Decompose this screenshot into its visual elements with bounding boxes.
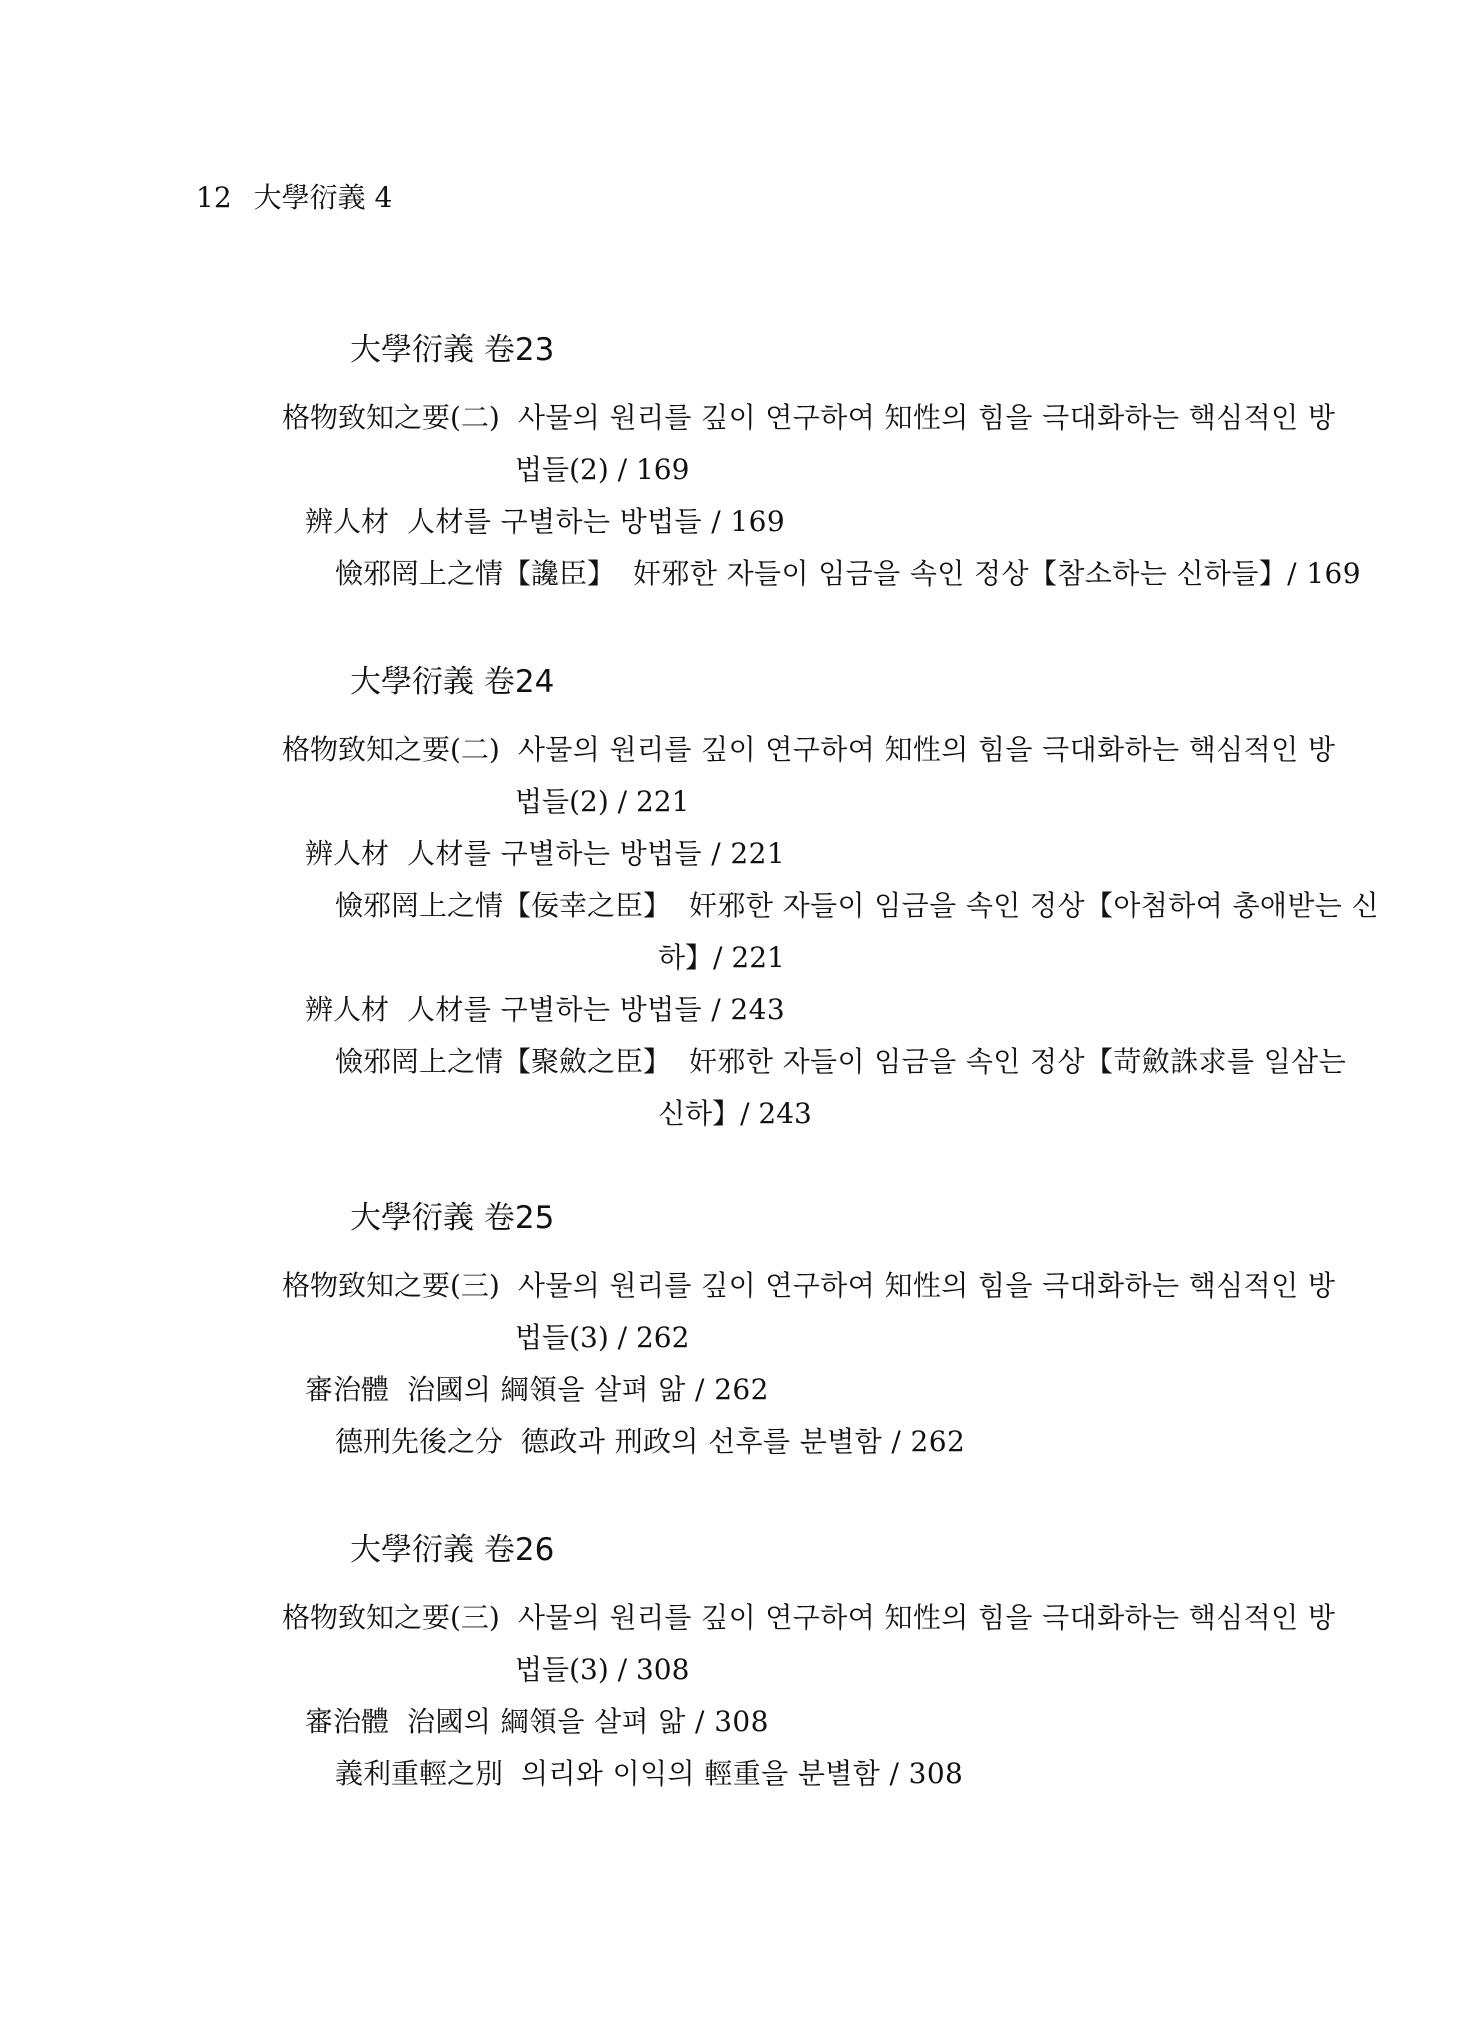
toc-entry[interactable] [282,1268,1335,1304]
entry-description-continued: 신하】/ 243 [658,1097,812,1130]
entry-description-continued: 법들(3) / 308 [515,1653,690,1686]
entry-description-continued: 법들(3) / 262 [515,1321,690,1354]
volume-title: 大學衍義 卷24 [350,664,555,700]
toc-entry[interactable] [305,1704,769,1740]
entry-heading: 辨人材 [305,505,390,538]
entry-heading: 格物致知之要(三) [282,1269,500,1302]
entry-description: 人材를 구별하는 방법들 / 169 [407,505,786,538]
entry-heading: 格物致知之要(二) [282,401,500,434]
toc-entry[interactable] [305,992,785,1028]
entry-description-continued: 법들(2) / 221 [515,785,690,818]
entry-heading: 審治體 [305,1373,390,1406]
toc-entry[interactable] [335,1756,963,1792]
toc-entry[interactable] [305,1372,769,1408]
entry-description: 奸邪한 자들이 임금을 속인 정상【참소하는 신하들】/ 169 [633,557,1361,590]
entry-heading: 憸邪罔上之情【聚斂之臣】 [335,1045,672,1078]
toc-entry[interactable] [305,836,785,872]
entry-description: 奸邪한 자들이 임금을 속인 정상【아첨하여 총애받는 신 [689,889,1379,922]
entry-heading: 辨人材 [305,993,390,1026]
entry-description: 人材를 구별하는 방법들 / 221 [407,837,786,870]
entry-description-continued: 하】/ 221 [658,941,785,974]
book-title: 大學衍義 4 [253,181,393,214]
entry-heading: 辨人材 [305,837,390,870]
volume-title: 大學衍義 卷25 [350,1200,555,1236]
toc-entry[interactable] [335,1424,965,1460]
entry-description: 奸邪한 자들이 임금을 속인 정상【苛斂誅求를 일삼는 [689,1045,1347,1078]
entry-heading: 格物致知之要(二) [282,733,500,766]
entry-description: 사물의 원리를 깊이 연구하여 知性의 힘을 극대화하는 핵심적인 방 [517,1601,1336,1634]
toc-entry[interactable] [335,1044,1346,1080]
toc-entry[interactable] [282,732,1335,768]
toc-entry[interactable] [335,556,1361,592]
entry-heading: 憸邪罔上之情【讒臣】 [335,557,616,590]
entry-description: 人材를 구별하는 방법들 / 243 [407,993,786,1026]
toc-entry[interactable] [282,400,1335,436]
entry-description: 治國의 綱領을 살펴 앎 / 262 [407,1373,769,1406]
entry-description: 사물의 원리를 깊이 연구하여 知性의 힘을 극대화하는 핵심적인 방 [517,733,1336,766]
entry-description: 사물의 원리를 깊이 연구하여 知性의 힘을 극대화하는 핵심적인 방 [517,1269,1336,1302]
entry-description: 德政과 刑政의 선후를 분별함 / 262 [521,1425,966,1458]
volume-title: 大學衍義 卷26 [350,1532,555,1568]
entry-description: 사물의 원리를 깊이 연구하여 知性의 힘을 극대화하는 핵심적인 방 [517,401,1336,434]
entry-description: 의리와 이익의 輕重을 분별함 / 308 [521,1757,964,1790]
entry-heading: 格物致知之要(三) [282,1601,500,1634]
entry-heading: 憸邪罔上之情【佞幸之臣】 [335,889,672,922]
running-head [196,180,392,216]
entry-description: 治國의 綱領을 살펴 앎 / 308 [407,1705,769,1738]
volume-title: 大學衍義 卷23 [350,332,555,368]
toc-entry[interactable] [282,1600,1335,1636]
entry-heading: 義利重輕之別 [335,1757,504,1790]
toc-entry[interactable] [305,504,785,540]
entry-heading: 德刑先後之分 [335,1425,504,1458]
page-number: 12 [196,181,232,214]
toc-entry[interactable] [335,888,1379,924]
entry-heading: 審治體 [305,1705,390,1738]
entry-description-continued: 법들(2) / 169 [515,453,690,486]
